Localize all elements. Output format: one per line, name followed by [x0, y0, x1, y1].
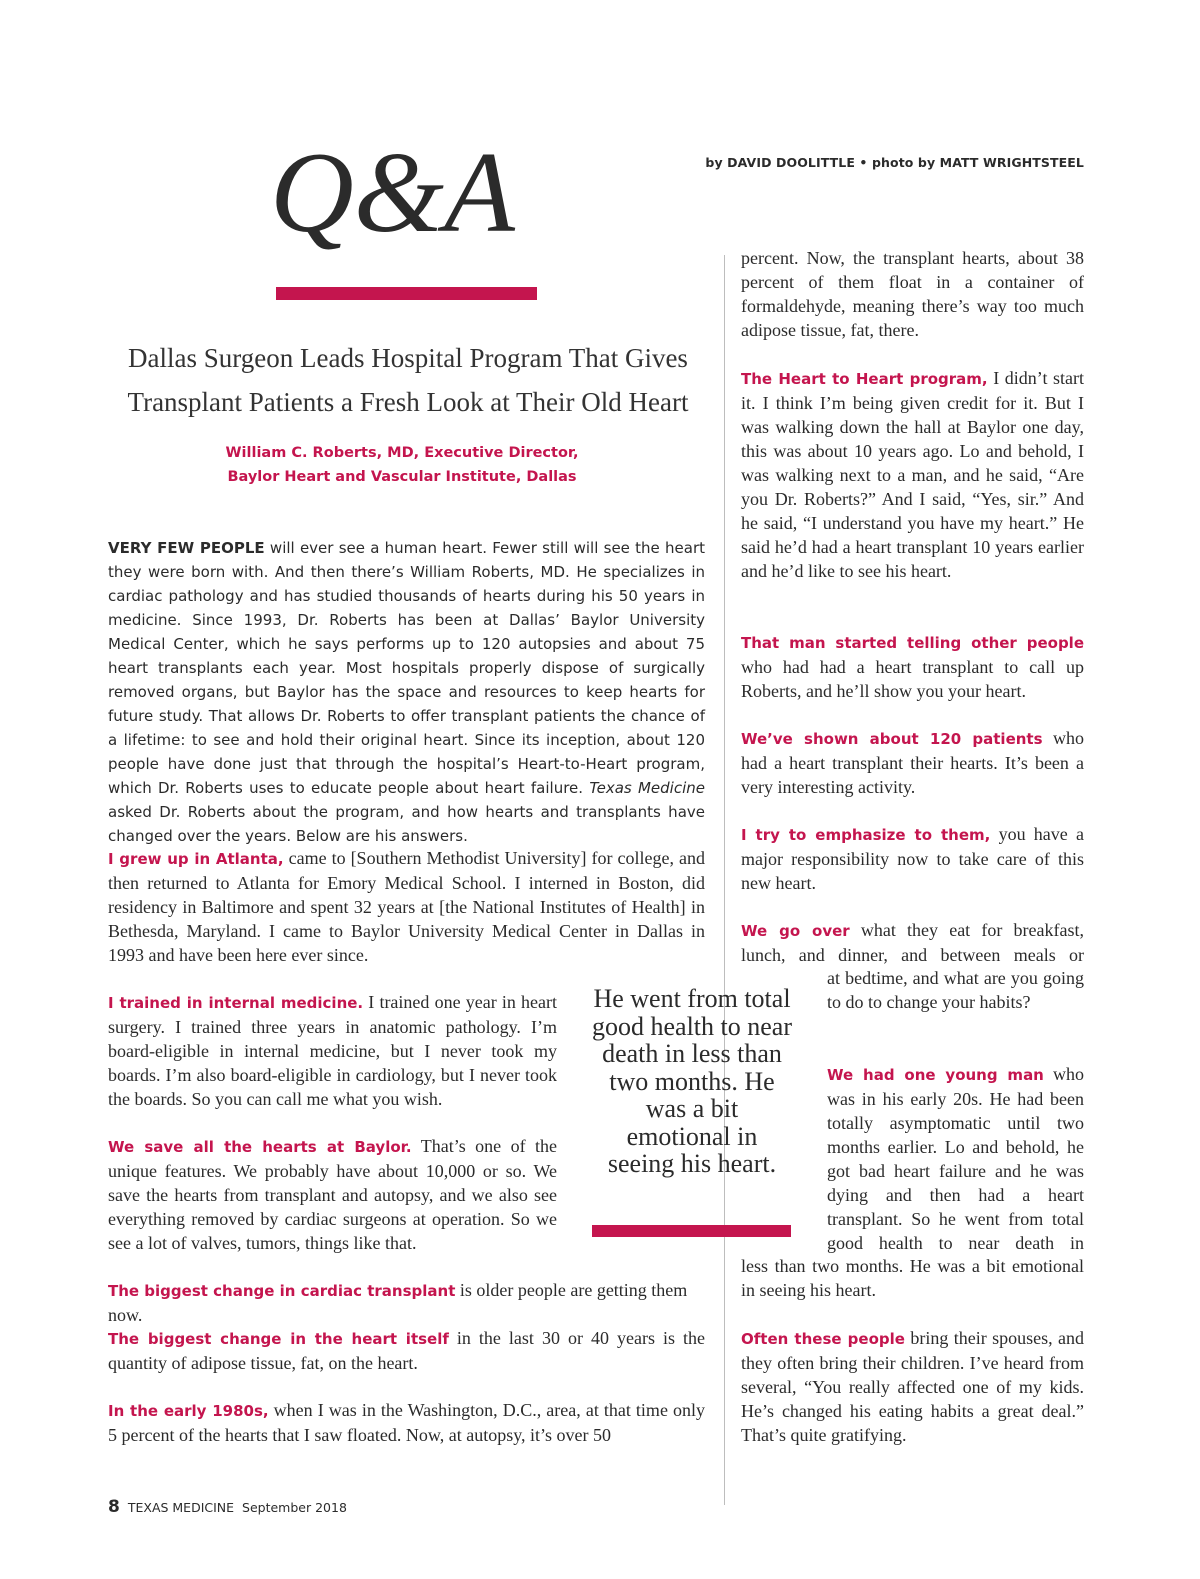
left-paragraph: [108, 990, 557, 1111]
right-paragraph: [741, 1326, 1084, 1447]
page-footer: [108, 1497, 347, 1517]
publication-name: TEXAS MEDICINE: [127, 1500, 235, 1515]
right-paragraph: [741, 246, 1084, 342]
column-divider: [724, 255, 725, 1505]
paragraph-lead: That man started telling other people: [741, 634, 1084, 652]
paragraph-lead: I trained in internal medicine.: [108, 994, 364, 1012]
headline-line-2: Transplant Patients a Fresh Look at Their Old Heart: [127, 387, 689, 417]
pull-quote-bar: [592, 1225, 791, 1237]
right-paragraph: [741, 726, 1084, 799]
intro-text-a: will ever see a human heart. Fewer still will see the heart they were born with. And then there’s William Roberts, MD. He specializes in cardiac pathology and has studied thousands of hearts during his 50 years in medicine. Since 1993, Dr. Roberts has been at Dallas’ Baylor University Medical Center, which he says performs up to 120 autopsies and about 75 heart transplants each year. Most hospitals properly dispose of surgically removed organs, but Baylor has the space and resources to keep hearts for future study. That allows Dr. Roberts to offer transplant patients the chance of a lifetime: to see and hold their original heart. Since its inception, about 120 people have done just that through the hospital’s Heart-to-Heart program, which Dr. Roberts uses to educate people about heart failure.: [108, 539, 705, 797]
page-title: Q&A: [270, 129, 515, 257]
paragraph-text: in the last 30 or 40 years is the quantity of adipose tissue, fat, on the heart.: [108, 1328, 705, 1373]
paragraph-text: who had had a heart transplant to call up Roberts, and he’ll show you your heart.: [741, 657, 1084, 701]
left-paragraph: [108, 846, 705, 967]
headline: [100, 336, 716, 424]
paragraph-text: bring their spouses, and they often bring their children. I’ve heard from several, “You really affected one of my kids. He’s changed his eating habits a great deal.” That’s quite gratifying.: [741, 1328, 1084, 1445]
intro-lead: VERY FEW PEOPLE: [108, 539, 265, 557]
paragraph-text: I didn’t start it. I think I’m being given credit for it. But I was walking down the hall at Baylor one day, this was about 10 years ago. Lo and behold, I was walking next to a man, and he said, “Are you Dr. Roberts?” And I said, “Yes, sir.” And he said, “I understand you have my heart.” He said he’d had a heart transplant 10 years earlier and he’d like to see his heart.: [741, 368, 1085, 581]
paragraph-lead: In the early 1980s,: [108, 1402, 269, 1420]
right-paragraph: [741, 630, 1084, 703]
paragraph-lead: We had one young man: [827, 1066, 1044, 1084]
paragraph-text: who had a heart transplant their hearts. It’s been a very interesting activity.: [741, 728, 1085, 797]
paragraph-lead: I try to emphasize to them,: [741, 826, 991, 844]
intro-paragraph: [108, 536, 705, 848]
paragraph-text: I trained one year in heart surgery. I trained three years in anatomic pathology. I’m board-eligible in internal medicine, but I never took my boards. I’m also board-eligible in cardiology, but I never took the boards. So you can call me what you wish.: [108, 992, 557, 1109]
paragraph-lead: I grew up in Atlanta,: [108, 850, 284, 868]
title-underline-bar: [276, 287, 537, 300]
page-number: 8: [108, 1497, 120, 1517]
left-paragraph: [108, 1398, 705, 1447]
intro-italic-publication: Texas Medicine: [589, 779, 705, 797]
affiliation: [100, 441, 704, 489]
paragraph-text: came to [Southern Methodist University] for college, and then returned to Atlanta for Emory Medical School. I interned in Boston, did residency in Baltimore and spent 32 years at [the National Institutes of Health] in Bethesda, Maryland. I came to Baylor University Medical Center in Dallas in 1993 and have been here ever since.: [108, 848, 705, 965]
paragraph-lead: Often these people: [741, 1330, 905, 1348]
paragraph-text: less than two months. He was a bit emotional in seeing his heart.: [741, 1256, 1084, 1300]
paragraph-text: That’s one of the unique features. We probably have about 10,000 or so. We save the hearts from transplant and autopsy, and we also see everything removed by cardiac surgeons at operation. So we see a lot of valves, tumors, things like that.: [108, 1136, 557, 1253]
byline: by DAVID DOOLITTLE • photo by MATT WRIGHTSTEEL: [705, 155, 1084, 170]
paragraph-lead: The biggest change in cardiac transplant: [108, 1282, 456, 1300]
affiliation-line-1: William C. Roberts, MD, Executive Director,: [225, 445, 579, 461]
headline-line-1: Dallas Surgeon Leads Hospital Program That Gives: [128, 343, 688, 373]
paragraph-lead: We save all the hearts at Baylor.: [108, 1138, 412, 1156]
right-paragraph: [741, 822, 1084, 895]
paragraph-lead: The Heart to Heart program,: [741, 370, 988, 388]
right-paragraph: [827, 1062, 1084, 1255]
left-paragraph: [108, 1326, 705, 1375]
left-paragraph: [108, 1134, 557, 1255]
paragraph-lead: We’ve shown about 120 patients: [741, 730, 1043, 748]
paragraph-text: you have a major responsibility now to take care of this new heart.: [741, 824, 1084, 893]
affiliation-line-2: Baylor Heart and Vascular Institute, Dallas: [227, 469, 577, 485]
paragraph-text: is older people are getting them now.: [108, 1280, 688, 1325]
paragraph-text: what they eat for breakfast, lunch, and dinner, and between meals or: [741, 920, 1084, 965]
right-paragraph: [741, 918, 1084, 967]
right-paragraph: [741, 366, 1084, 583]
intro-text-b: asked Dr. Roberts about the program, and how hearts and transplants have changed over the years. Below are his answers.: [108, 803, 705, 845]
paragraph-text: who was in his early 20s. He had been totally asymptomatic until two months earlier. Lo and behold, he got bad heart failure and he was dying and then had a heart transplant. So he went from total good health to near death in: [827, 1064, 1084, 1253]
right-paragraph-continued: [741, 1254, 1084, 1302]
paragraph-lead: The biggest change in the heart itself: [108, 1330, 449, 1348]
left-paragraph: [108, 1278, 708, 1327]
paragraph-text: at bedtime, and what are you going to do to change your habits?: [827, 968, 1084, 1012]
right-paragraph-continued: [827, 966, 1084, 1014]
paragraph-lead: We go over: [741, 922, 850, 940]
issue-date: September 2018: [242, 1500, 347, 1515]
paragraph-text: percent. Now, the transplant hearts, about 38 percent of them float in a container of formaldehyde, meaning there’s way too much adipose tissue, fat, there.: [741, 248, 1084, 340]
pull-quote: He went from total good health to near death in less than two months. He was a bit emotional in seeing his heart.: [592, 984, 792, 1178]
paragraph-text: when I was in the Washington, D.C., area, at that time only 5 percent of the hearts that I saw floated. Now, at autopsy, it’s over 50: [108, 1400, 705, 1445]
